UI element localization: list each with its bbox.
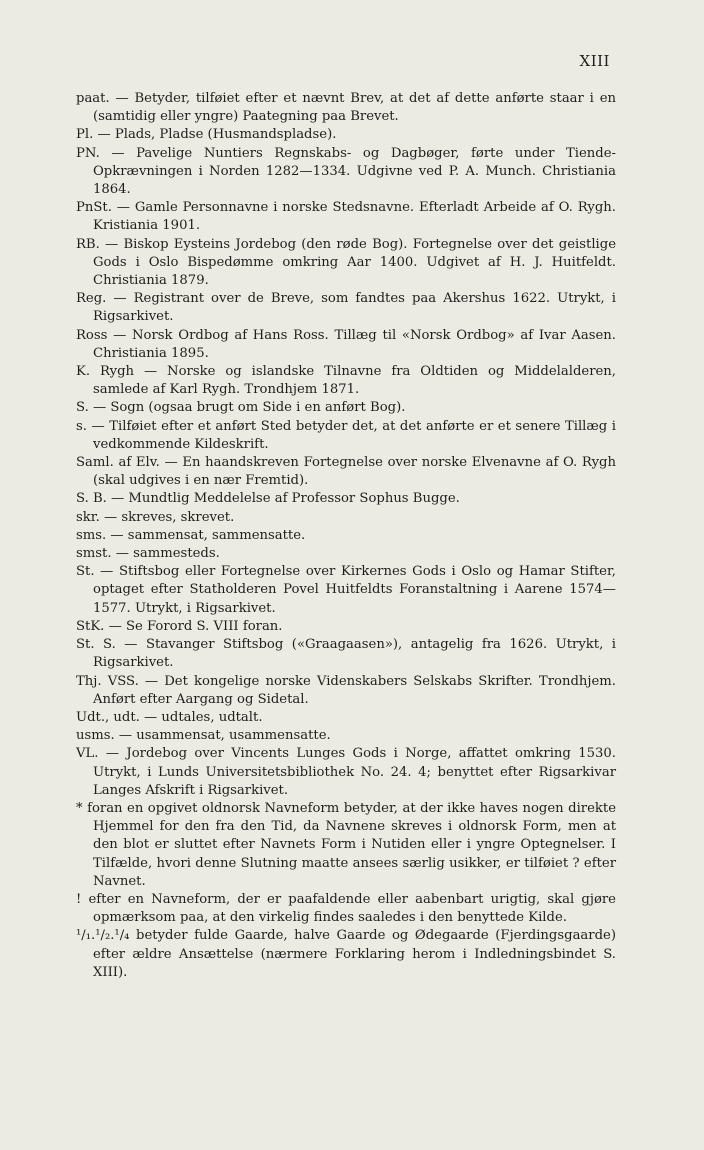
entry-sms: sms. — sammensat, sammensatte. — [76, 527, 306, 543]
entry-s-upper: S. — Sogn (ogsaa brugt om Side i en anført Bog). — [76, 400, 406, 416]
entry-thj-vss: Thj. VSS. — Det kongelige norske Videnskabers Selskabs Skrifter. Trondhjem. Anført efter Aargang og Sidetal. — [76, 673, 616, 707]
entry-stk: StK. — Se Forord S. VIII foran. — [76, 618, 283, 634]
entry-saml-af-elv: Saml. af Elv. — En haandskreven Fortegnelse over norske Elvenavne af O. Rygh (skal udgives i en nær Fremtid). — [76, 455, 616, 489]
entry-asterisk: * foran en opgivet oldnorsk Navneform betyder, at der ikke haves nogen direkte Hjemmel for den fra den Tid, da Navnene skreves i oldnorsk Form, men at den blot er sluttet efter Navnets Form i Nutiden eller i yngre Optegnelser. I Tilfælde, hvori denne Slutning maatte ansees særlig usikker, er tilføiet ? efter Navnet. — [76, 800, 616, 889]
entry-st: St. — Stiftsbog eller Fortegnelse over Kirkernes Gods i Oslo og Hamar Stifter, optaget efter Statholderen Povel Huitfeldts Foranstaltning i Aarene 1574—1577. Utrykt, i Rigsarkivet. — [76, 564, 616, 616]
page-number: XIII — [579, 52, 610, 70]
entry-paat: paat. — Betyder, tilføiet efter et nævnt Brev, at det af dette anførte staar i en (samtidig eller yngre) Paategning paa Brevet. — [76, 91, 616, 125]
entry-s-b: S. B. — Mundtlig Meddelelse af Professor Sophus Bugge. — [76, 491, 460, 507]
entry-skr: skr. — skreves, skrevet. — [76, 509, 235, 525]
entry-st-s: St. S. — Stavanger Stiftsbog («Graagaasen»), antagelig fra 1626. Utrykt, i Rigsarkivet. — [76, 637, 616, 671]
entry-exclamation: ! efter en Navneform, der er paafaldende eller aabenbart urigtig, skal gjøre opmærksom paa, at den virkelig findes saaledes i den benyttede Kilde. — [76, 891, 616, 926]
entry-reg: Reg. — Registrant over de Breve, som fandtes paa Akershus 1622. Utrykt, i Rigsarkivet. — [76, 291, 616, 325]
entry-ross: Ross — Norsk Ordbog af Hans Ross. Tillæg til «Norsk Ordbog» af Ivar Aasen. Christiania 1895. — [76, 327, 616, 361]
entry-fractions: ¹/₁.¹/₂.¹/₄ betyder fulde Gaarde, halve Gaarde og Ødegaarde (Fjerdingsgaarde) efter ældre Ansættelse (nærmere Forklaring herom i Indledningsbindet S. XIII). — [76, 928, 616, 980]
entry-rb: RB. — Biskop Eysteins Jordebog (den røde Bog). Fortegnelse over det geistlige Gods i Oslo Bispedømme omkring Aar 1400. Udgivet af H. J. Huitfeldt. Christiania 1879. — [76, 236, 616, 289]
entry-vl: VL. — Jordebog over Vincents Lunges Gods i Norge, affattet omkring 1530. Utrykt, i Lunds Universitetsbibliothek No. 24. 4; benyttet efter Rigsarkivar Langes Afskrift i Rigsarkivet. — [76, 746, 616, 798]
entry-smst: smst. — sammesteds. — [76, 546, 220, 562]
entry-pl: Pl. — Plads, Pladse (Husmandspladse). — [76, 127, 337, 143]
entry-usms: usms. — usammensat, usammensatte. — [76, 728, 331, 744]
entry-k-rygh: K. Rygh — Norske og islandske Tilnavne fra Oldtiden og Middelalderen, samlede af Karl Rygh. Trondhjem 1871. — [76, 364, 616, 398]
abbreviation-list — [76, 90, 616, 982]
entry-udt: Udt., udt. — udtales, udtalt. — [76, 709, 263, 725]
entry-s-lower: s. — Tilføiet efter et anført Sted betyder det, at det anførte er et senere Tillæg i vedkommende Kildeskrift. — [76, 418, 616, 452]
entry-pnst: PnSt. — Gamle Personnavne i norske Stedsnavne. Efterladt Arbeide af O. Rygh. Kristiania 1901. — [76, 200, 616, 234]
entry-pn: PN. — Pavelige Nuntiers Regnskabs- og Dagbøger, førte under Tiende-Opkrævningen i Norden 1282—1334. Udgivne ved P. A. Munch. Christiania 1864. — [76, 145, 616, 198]
